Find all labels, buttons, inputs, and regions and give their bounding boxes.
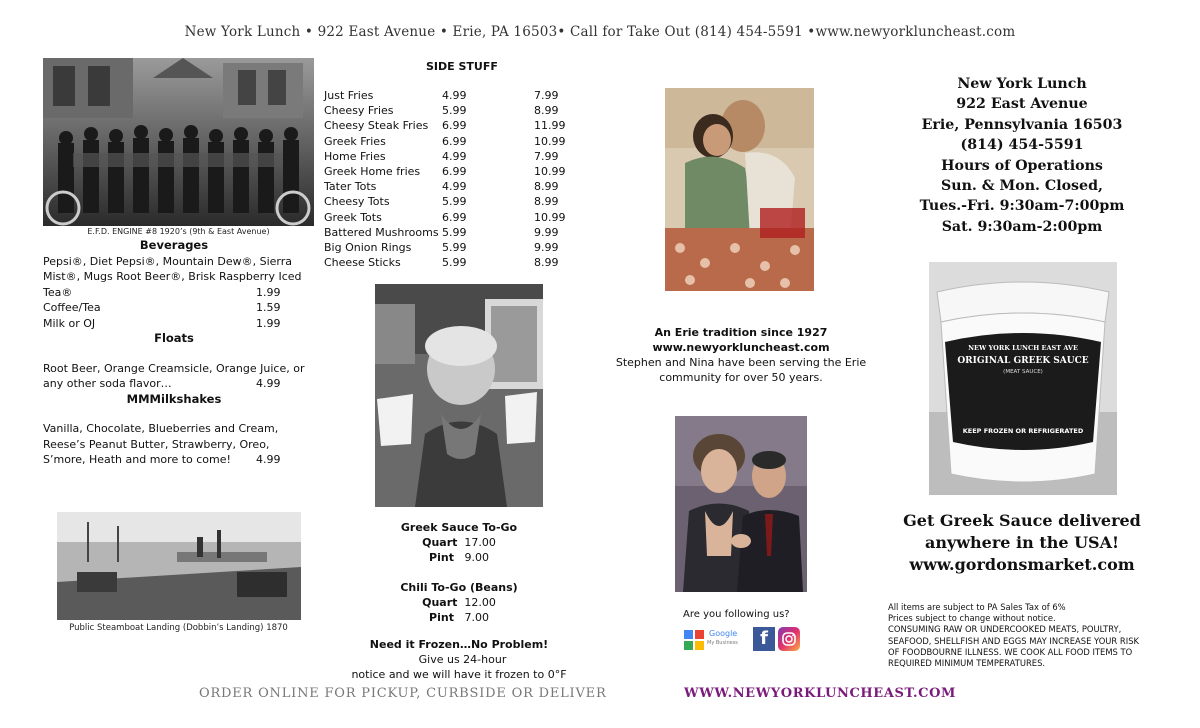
frozen-bold: Need it Frozen…No Problem! bbox=[369, 638, 549, 651]
side-item-name: Big Onion Rings bbox=[324, 241, 412, 255]
side-item-name: Cheese Sticks bbox=[324, 256, 401, 270]
side-item-large-price: 7.99 bbox=[534, 149, 559, 163]
side-stuff-row bbox=[324, 164, 594, 179]
side-item-name: Cheesy Tots bbox=[324, 195, 390, 209]
side-stuff-row bbox=[324, 118, 594, 133]
pint-price: 7.00 bbox=[464, 611, 489, 624]
side-item-name: Greek Tots bbox=[324, 210, 382, 224]
social-icons bbox=[683, 627, 801, 651]
side-stuff-row bbox=[324, 225, 594, 240]
google-sub-label: My Business bbox=[707, 640, 738, 646]
side-item-large-price: 10.99 bbox=[534, 165, 566, 179]
beverage-item-name: Coffee/Tea bbox=[43, 301, 101, 314]
side-stuff-row bbox=[324, 149, 594, 164]
chili-quart bbox=[330, 595, 588, 610]
social-title: Are you following us? bbox=[683, 609, 790, 620]
info-line: Sat. 9:30am-2:00pm bbox=[941, 218, 1103, 235]
side-item-small-price: 6.99 bbox=[442, 210, 467, 224]
engine-caption: E.F.D. ENGINE #8 1920’s (9th & East Avenue) bbox=[87, 227, 270, 236]
fine-print-line: OF FOODBOURNE ILLNESS. WE COOK ALL FOOD ITEMS TO bbox=[888, 646, 1133, 657]
frozen-text: Give us 24-hour bbox=[411, 653, 507, 666]
side-item-large-price: 8.99 bbox=[534, 256, 559, 270]
tub-sub: (MEAT SAUCE) bbox=[1003, 369, 1043, 375]
side-stuff-row bbox=[324, 134, 594, 149]
promo-line: www.gordonsmarket.com bbox=[909, 555, 1135, 574]
side-stuff-row bbox=[324, 240, 594, 255]
frozen-note-line1 bbox=[330, 637, 588, 667]
promo-line: Get Greek Sauce delivered bbox=[903, 511, 1141, 530]
side-item-name: Greek Fries bbox=[324, 134, 386, 148]
tub-product: ORIGINAL GREEK SAUCE bbox=[957, 356, 1089, 366]
instagram-icon[interactable] bbox=[778, 627, 800, 651]
floats-price: 4.99 bbox=[256, 377, 281, 390]
side-stuff-row bbox=[324, 88, 594, 103]
nina-photo bbox=[375, 284, 543, 507]
facebook-icon[interactable]: f bbox=[753, 627, 775, 651]
side-stuff-row bbox=[324, 194, 594, 209]
steamboat-photo bbox=[57, 512, 301, 620]
fine-print-line: CONSUMING RAW OR UNDERCOOKED MEATS, POULTRY, bbox=[888, 624, 1122, 635]
side-item-name: Tater Tots bbox=[324, 180, 377, 194]
quart-label: Quart bbox=[422, 536, 458, 549]
side-item-large-price: 7.99 bbox=[534, 89, 559, 102]
side-item-large-price: 10.99 bbox=[534, 210, 566, 224]
beverages-description: Pepsi®, Diet Pepsi®, Mountain Dew®, Sierra Mist®, Mugs Root Beer®, Brisk Raspberry Iced Tea® bbox=[43, 254, 302, 299]
fine-print-line: All items are subject to PA Sales Tax of 6% bbox=[888, 602, 1066, 612]
side-item-small-price: 6.99 bbox=[442, 119, 467, 133]
side-item-name: Cheesy Steak Fries bbox=[324, 119, 429, 133]
side-item-large-price: 9.99 bbox=[534, 241, 559, 255]
soda-price: 1.99 bbox=[256, 285, 281, 299]
side-item-name: Just Fries bbox=[324, 89, 374, 102]
side-item-large-price: 10.99 bbox=[534, 134, 566, 148]
tradition-text2: community for over 50 years. bbox=[659, 371, 823, 384]
chili-title: Chili To-Go (Beans) bbox=[400, 581, 518, 594]
side-item-large-price: 11.99 bbox=[534, 119, 566, 133]
side-stuff-row bbox=[324, 210, 594, 225]
beverage-item bbox=[43, 300, 305, 316]
couple-kiss-photo bbox=[665, 88, 814, 291]
side-item-large-price: 9.99 bbox=[534, 225, 559, 239]
footer-order-online: ORDER ONLINE FOR PICKUP, CURBSIDE OR DELIVER bbox=[199, 686, 607, 701]
side-item-large-price: 8.99 bbox=[534, 180, 559, 194]
greek-sauce-pint bbox=[330, 550, 588, 565]
stephen-nina-photo bbox=[675, 416, 807, 592]
beverages-title: Beverages bbox=[139, 238, 209, 252]
side-stuff-row bbox=[324, 179, 594, 194]
side-item-small-price: 5.99 bbox=[442, 225, 467, 239]
side-stuff-row bbox=[324, 255, 594, 270]
steamboat-caption: Public Steamboat Landing (Dobbin’s Landing) 1870 bbox=[69, 623, 288, 633]
beverage-item bbox=[43, 316, 305, 332]
tradition-title: An Erie tradition since 1927 bbox=[654, 326, 828, 339]
google-my-business-icon[interactable] bbox=[683, 629, 705, 651]
info-line: Hours of Operations bbox=[941, 157, 1103, 174]
side-item-name: Home Fries bbox=[324, 149, 386, 163]
side-item-small-price: 6.99 bbox=[442, 165, 467, 179]
fine-print bbox=[888, 602, 1188, 669]
tub-keep: KEEP FROZEN OR REFRIGERATED bbox=[962, 427, 1084, 435]
info-line: Erie, Pennsylvania 16503 bbox=[921, 116, 1123, 133]
info-line: Sun. & Mon. Closed, bbox=[941, 178, 1103, 195]
info-line: New York Lunch bbox=[957, 76, 1087, 92]
tradition-website: www.newyorkluncheast.com bbox=[652, 341, 830, 354]
beverage-item-price: 1.99 bbox=[256, 316, 281, 330]
quart-price: 17.00 bbox=[464, 536, 496, 549]
promo-block bbox=[882, 510, 1162, 576]
side-item-small-price: 5.99 bbox=[442, 195, 467, 209]
info-line: Tues.-Fri. 9:30am-7:00pm bbox=[919, 198, 1125, 215]
fine-print-line: Prices subject to change without notice. bbox=[888, 613, 1056, 624]
side-item-small-price: 4.99 bbox=[442, 89, 467, 102]
pint-price: 9.00 bbox=[464, 551, 489, 564]
side-item-small-price: 5.99 bbox=[442, 104, 467, 118]
milkshakes-description: Vanilla, Chocolate, Blueberries and Cream, Reese’s Peanut Butter, Strawberry, Oreo, S’more, Heath and more to come! bbox=[43, 422, 279, 466]
side-stuff-title: SIDE STUFF bbox=[426, 60, 498, 73]
side-item-name: Greek Home fries bbox=[324, 165, 421, 179]
info-line: 922 East Avenue bbox=[956, 96, 1088, 113]
google-label: Google bbox=[709, 629, 738, 638]
greek-sauce-quart bbox=[330, 535, 588, 550]
footer-website-link[interactable]: WWW.NEWYORKLUNCHEAST.COM bbox=[684, 686, 957, 701]
side-item-small-price: 5.99 bbox=[442, 241, 467, 255]
fine-print-line: SEAFOOD, SHELLFISH AND EGGS MAY INCREASE YOUR RISK bbox=[888, 635, 1139, 646]
side-item-small-price: 4.99 bbox=[442, 149, 467, 163]
side-item-small-price: 4.99 bbox=[442, 180, 467, 194]
pint-label: Pint bbox=[429, 551, 454, 564]
beverage-item-name: Milk or OJ bbox=[43, 316, 96, 330]
beverage-item-price: 1.59 bbox=[256, 301, 281, 314]
fine-print-line: REQUIRED MINIMUM TEMPERATURES. bbox=[888, 658, 1046, 669]
greek-sauce-title: Greek Sauce To-Go bbox=[400, 521, 518, 534]
side-item-name: Cheesy Fries bbox=[324, 104, 394, 118]
tradition-text1: Stephen and Nina have been serving the Erie bbox=[615, 356, 867, 369]
side-item-small-price: 6.99 bbox=[442, 134, 467, 148]
tub-brand: NEW YORK LUNCH EAST AVE bbox=[968, 344, 1078, 352]
header-line: New York Lunch • 922 East Avenue • Erie, PA 16503• Call for Take Out (814) 454-5591 •www.newyorkluncheast.com bbox=[184, 24, 1016, 40]
quart-price: 12.00 bbox=[464, 596, 496, 609]
side-stuff-row bbox=[324, 103, 594, 118]
fire-engine-photo bbox=[43, 58, 314, 226]
chili-pint bbox=[330, 610, 588, 625]
floats-description: Root Beer, Orange Creamsicle, Orange Juice, or any other soda flavor… bbox=[43, 361, 305, 390]
pint-label: Pint bbox=[429, 611, 454, 624]
side-item-small-price: 5.99 bbox=[442, 256, 467, 270]
info-block bbox=[882, 74, 1162, 237]
side-item-large-price: 8.99 bbox=[534, 195, 559, 209]
side-item-name: Battered Mushrooms bbox=[324, 225, 439, 239]
floats-title: Floats bbox=[154, 331, 194, 345]
quart-label: Quart bbox=[422, 596, 458, 609]
promo-line: anywhere in the USA! bbox=[924, 533, 1120, 552]
frozen-note-line2: notice and we will have it frozen to 0°F bbox=[351, 668, 567, 681]
greek-sauce-tub-photo bbox=[929, 262, 1117, 495]
side-stuff-table bbox=[324, 88, 594, 270]
milkshakes-title: MMMilkshakes bbox=[126, 391, 222, 406]
info-line: (814) 454-5591 bbox=[960, 137, 1084, 154]
side-item-large-price: 8.99 bbox=[534, 104, 559, 118]
milkshakes-price: 4.99 bbox=[256, 453, 281, 466]
